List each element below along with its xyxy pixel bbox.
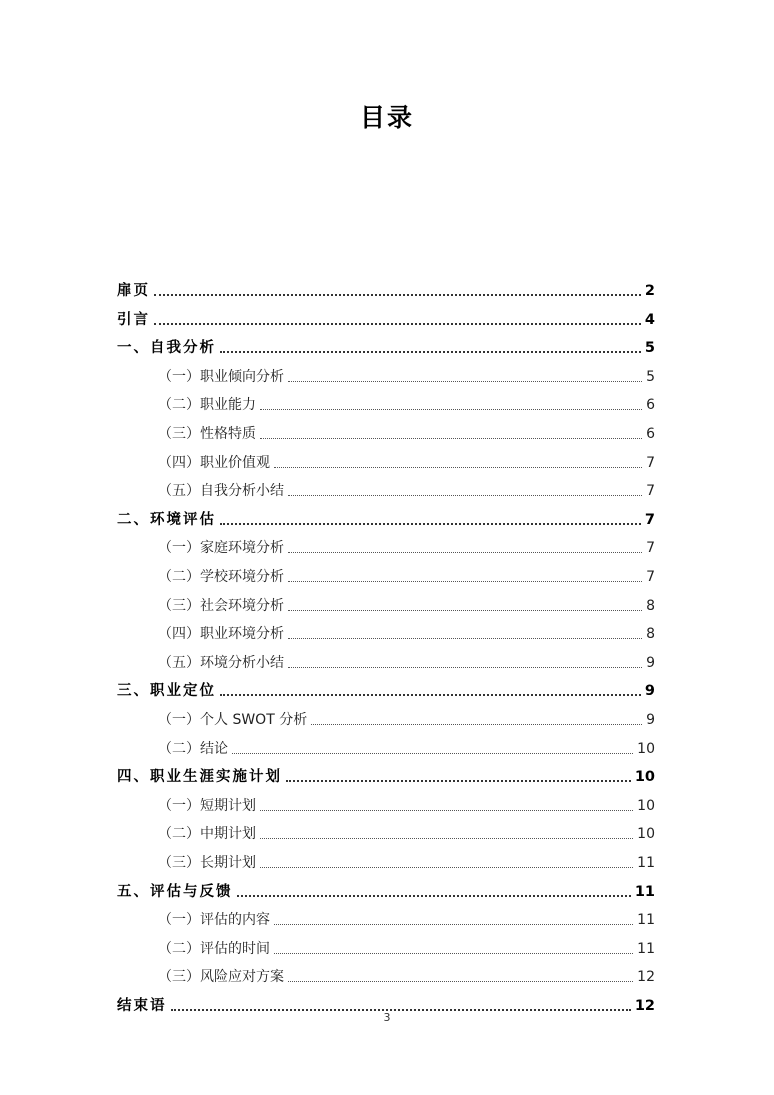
toc-entry-subsection[interactable] xyxy=(158,939,655,959)
page-number: 3 xyxy=(383,1011,391,1024)
toc-entry-page: 10 xyxy=(637,797,655,814)
toc-entry-label: （五）环境分析小结 xyxy=(158,654,284,671)
dot-leader xyxy=(154,294,641,296)
toc-entry-page: 11 xyxy=(634,883,655,900)
toc-entry-label: （五）自我分析小结 xyxy=(158,483,284,500)
toc-entry-label: （一）评估的内容 xyxy=(158,912,270,929)
dot-leader xyxy=(154,323,641,325)
toc-entry-page: 7 xyxy=(646,454,655,471)
toc-entry-page: 10 xyxy=(637,826,655,843)
toc-entry-subsection[interactable] xyxy=(158,424,655,444)
toc-entry-subsection[interactable] xyxy=(158,567,655,587)
toc-entry-subsection[interactable] xyxy=(158,596,655,616)
toc-entry-section[interactable] xyxy=(117,310,655,330)
toc-entry-label: （三）性格特质 xyxy=(158,426,256,442)
toc-entry-subsection[interactable] xyxy=(158,853,655,873)
dot-leader xyxy=(274,924,633,925)
dot-leader xyxy=(288,981,633,982)
toc-entry-page: 11 xyxy=(637,855,655,871)
toc-entry-page: 4 xyxy=(644,311,655,328)
dot-leader xyxy=(220,351,641,353)
toc-entry-page: 9 xyxy=(646,654,655,671)
toc-entry-section[interactable] xyxy=(117,510,655,530)
toc-entry-label: （一）家庭环境分析 xyxy=(158,540,284,557)
toc-entry-label: （三）风险应对方案 xyxy=(158,969,284,986)
toc-entry-label: （二）结论 xyxy=(158,740,228,757)
toc-entry-label: （四）职业环境分析 xyxy=(158,626,284,643)
toc-entry-page: 6 xyxy=(646,397,655,414)
toc-entry-label: （一）个人 SWOT 分析 xyxy=(158,712,308,728)
toc-entry-subsection[interactable] xyxy=(158,453,655,473)
toc-entry-page: 9 xyxy=(644,683,655,700)
dot-leader xyxy=(288,667,642,668)
dot-leader xyxy=(260,810,633,811)
toc-entry-subsection[interactable] xyxy=(158,967,655,987)
toc-entry-section[interactable] xyxy=(117,281,655,301)
toc-entry-subsection[interactable] xyxy=(158,481,655,501)
toc-entry-page: 5 xyxy=(644,340,655,357)
toc-entry-subsection[interactable] xyxy=(158,910,655,930)
toc-entry-subsection[interactable] xyxy=(158,796,655,816)
toc-entry-page: 8 xyxy=(646,597,655,614)
toc-entry-subsection[interactable] xyxy=(158,395,655,415)
dot-leader xyxy=(288,381,642,382)
toc-entry-label: （四）职业价值观 xyxy=(158,454,270,471)
toc-entry-label: （一）短期计划 xyxy=(158,797,256,814)
toc-entry-subsection[interactable] xyxy=(158,367,655,387)
toc-entry-page: 12 xyxy=(637,969,655,986)
toc-entry-subsection[interactable] xyxy=(158,538,655,558)
dot-leader xyxy=(260,867,633,868)
dot-leader xyxy=(220,694,641,696)
dot-leader xyxy=(232,753,633,754)
toc-entry-subsection[interactable] xyxy=(158,710,655,730)
dot-leader xyxy=(288,495,642,496)
dot-leader xyxy=(274,953,633,954)
dot-leader xyxy=(286,780,631,782)
toc-entry-page: 9 xyxy=(646,712,655,728)
toc-entry-page: 7 xyxy=(646,483,655,500)
dot-leader xyxy=(237,895,631,897)
dot-leader xyxy=(220,523,641,525)
toc-entry-section[interactable] xyxy=(117,338,655,358)
toc-entry-label: （二）中期计划 xyxy=(158,826,256,843)
toc-entry-subsection[interactable] xyxy=(158,739,655,759)
toc-entry-page: 5 xyxy=(646,368,655,385)
dot-leader xyxy=(260,838,633,839)
toc-entry-page: 2 xyxy=(644,283,655,299)
toc-entry-label: （一）职业倾向分析 xyxy=(158,368,284,385)
toc-entry-page: 12 xyxy=(634,998,655,1014)
toc-entry-page: 6 xyxy=(646,426,655,442)
toc-entry-page: 7 xyxy=(646,540,655,557)
toc-entry-subsection[interactable] xyxy=(158,824,655,844)
toc-entry-label: 二、环境评估 xyxy=(117,511,216,528)
dot-leader xyxy=(274,467,642,468)
toc-entry-label: 结束语 xyxy=(117,998,167,1014)
toc-entry-page: 11 xyxy=(637,940,655,957)
toc-entry-label: （三）社会环境分析 xyxy=(158,597,284,614)
toc-entry-label: 四、职业生涯实施计划 xyxy=(117,769,282,786)
toc-entry-label: 一、自我分析 xyxy=(117,340,216,357)
dot-leader xyxy=(288,581,642,582)
toc-entry-page: 8 xyxy=(646,626,655,643)
dot-leader xyxy=(288,638,642,639)
toc-entry-label: 五、评估与反馈 xyxy=(117,883,233,900)
dot-leader xyxy=(311,724,642,725)
toc-entry-subsection[interactable] xyxy=(158,624,655,644)
dot-leader xyxy=(260,409,642,410)
toc-entry-section[interactable] xyxy=(117,681,655,701)
toc-entry-page: 11 xyxy=(637,912,655,929)
toc-entry-section[interactable] xyxy=(117,882,655,902)
toc-entry-page: 10 xyxy=(634,769,655,786)
toc-entry-label: （三）长期计划 xyxy=(158,855,256,871)
toc-entry-label: （二）学校环境分析 xyxy=(158,569,284,585)
toc-entry-subsection[interactable] xyxy=(158,653,655,673)
toc-entry-page: 7 xyxy=(646,569,655,585)
dot-leader xyxy=(288,610,642,611)
toc-entry-page: 10 xyxy=(637,740,655,757)
toc-entry-label: （二）职业能力 xyxy=(158,397,256,414)
toc-entry-label: 三、职业定位 xyxy=(117,683,216,700)
toc-entry-label: （二）评估的时间 xyxy=(158,940,270,957)
toc-entry-label: 引言 xyxy=(117,311,150,328)
toc-entry-page: 7 xyxy=(644,511,655,528)
toc-entry-section[interactable] xyxy=(117,767,655,787)
toc-title: 目录 xyxy=(359,103,414,132)
dot-leader xyxy=(288,552,642,553)
dot-leader xyxy=(260,438,642,439)
toc-entry-label: 扉页 xyxy=(117,283,150,299)
